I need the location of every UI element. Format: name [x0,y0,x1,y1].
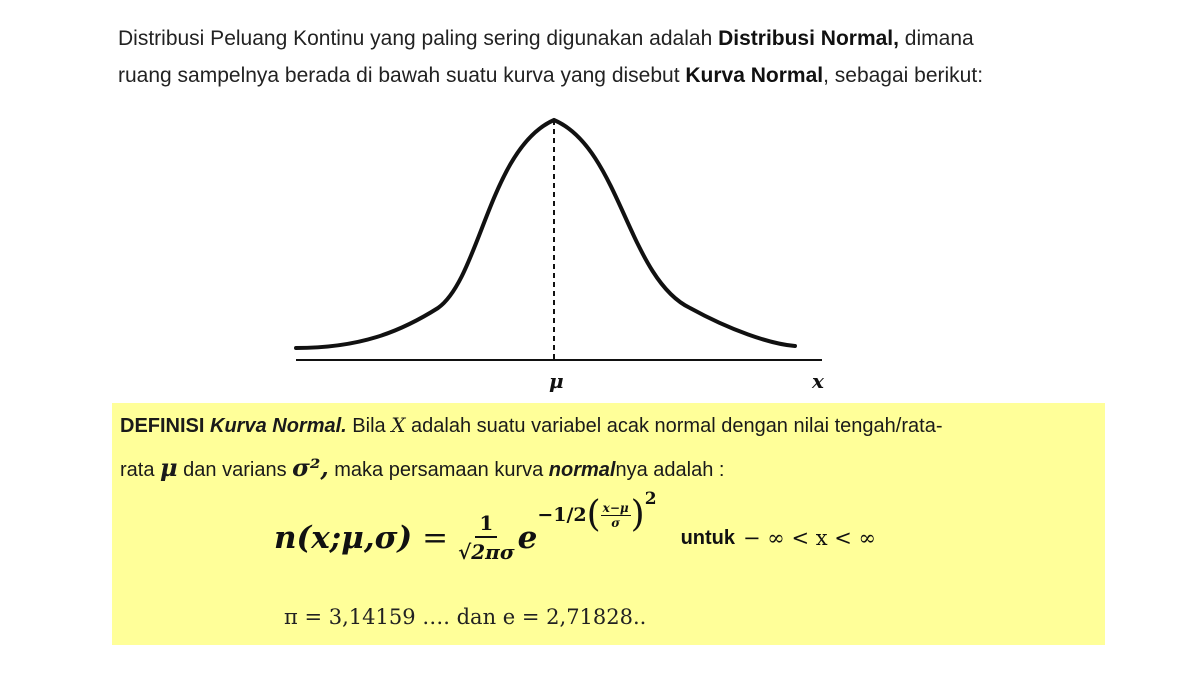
exponent-numerator: x−μ [602,500,629,515]
definition-text [120,405,1095,491]
definition-text-run: maka persamaan kurva [328,459,549,481]
exponent-fraction [601,501,631,530]
intro-text: , sebagai berikut: [823,64,984,87]
normal-curve-svg [290,108,850,400]
exponent-denominator: σ [611,515,621,530]
constants-line: π = 3,14159 …. dan e = 2,71828.. [284,605,647,629]
intro-text: Distribusi Peluang Kontinu yang paling sering digunakan adalah [118,27,719,50]
definition-text-run: adalah suatu variabel acak normal dengan nilai tengah/rata- [405,415,943,437]
definition-text-run: nya adalah : [615,459,725,481]
fraction-denominator: √2πσ [458,539,515,564]
formula-untuk: untuk [680,526,735,549]
definition-box [112,403,1105,645]
exponent-close-paren: ) [630,494,645,535]
definition-text-run: dan varians [177,459,293,481]
exponent-power: 2 [644,489,657,509]
sigma-squared: σ², [292,453,329,482]
formula-lhs: n(x;μ,σ) [274,520,413,556]
bell-curve [296,120,795,348]
mu-symbol: μ [160,453,178,482]
definition-text-run: rata [120,459,161,481]
formula-range: − ∞ < x < ∞ [743,526,876,550]
formula-fraction [458,512,514,565]
intro-bold-term: Distribusi Normal, [718,27,899,50]
intro-paragraph [118,20,1098,94]
definition-heading: DEFINISI [120,415,205,437]
fraction-numerator: 1 [475,512,497,538]
definition-text-run: Bila [346,415,392,437]
intro-text: dimana [898,27,974,50]
intro-text: ruang sampelnya berada di bawah suatu kurva yang disebut [118,64,686,87]
mean-label: μ [549,369,564,393]
normal-pdf-formula [274,489,876,573]
exponent-open-paren: ( [586,494,601,535]
definition-term: Kurva Normal. [210,415,347,437]
formula-exponent [537,489,657,535]
formula-equals: = [422,520,449,556]
euler-e: e [517,520,538,556]
variable-x: X [391,413,406,437]
normal-curve-figure [290,108,850,400]
normal-word: normal [548,459,616,481]
intro-bold-term: Kurva Normal [685,64,824,87]
x-axis-label: x [812,369,824,393]
exponent-prefix: −1/2 [537,504,587,526]
